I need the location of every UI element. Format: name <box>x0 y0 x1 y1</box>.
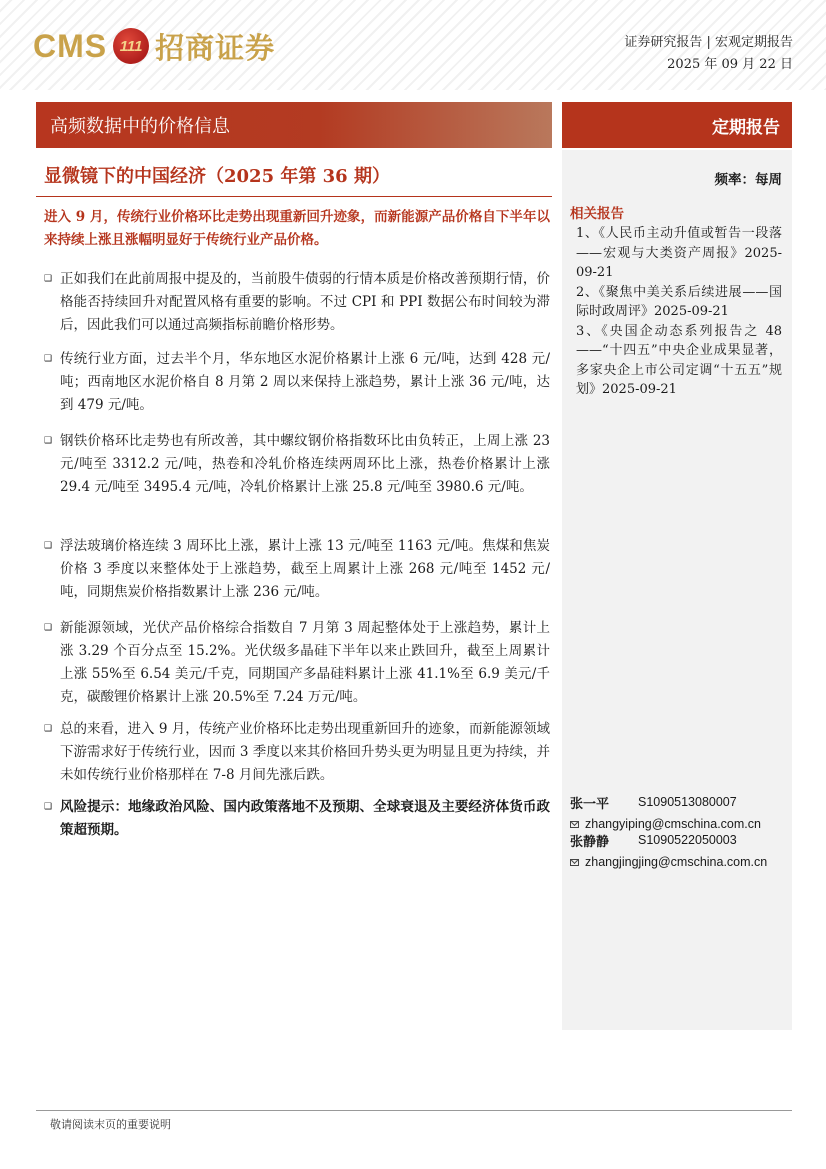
footer-note: 敬请阅读末页的重要说明 <box>50 1118 171 1131</box>
analyst-cert: S1090522050003 <box>638 833 737 847</box>
report-title: 显微镜下的中国经济（2025 年第 36 期） <box>44 166 390 187</box>
bullet-item <box>44 617 550 709</box>
bullet-text: 正如我们在此前周报中提及的，当前股牛债弱的行情本质是价格改善预期行情，价格能否持续回升对配置风格有重要的影响。不过 CPI 和 PPI 数据公布时间较为滞后，因此我们可以通过高频指标前瞻价格形势。 <box>60 271 550 333</box>
analyst-email[interactable]: zhangyiping@cmschina.com.cn <box>585 817 761 831</box>
bullet-text: 新能源领域，光伏产品价格综合指数自 7 月第 3 周起整体处于上涨趋势，累计上涨 3.29 个百分点至 15.2%。光伏级多晶硅下半年以来止跌回升，截至上周累计上涨 55%至 6.54 美元/千克，同期国产多晶硅料累计上涨 41.1%至 6.9 美元/千克，碳酸锂价格累计上涨 20.5%至 7.24 万元/吨。 <box>60 620 550 705</box>
analyst-email[interactable]: zhangjingjing@cmschina.com.cn <box>585 855 768 869</box>
bullet-item <box>44 535 550 604</box>
envelope-icon <box>570 859 579 866</box>
analyst-card <box>570 792 788 834</box>
category-bar <box>36 102 552 148</box>
report-kind: 证券研究报告 | 宏观定期报告 <box>624 35 793 50</box>
sidebar <box>562 150 792 1030</box>
bullet-text: 传统行业方面，过去半个月，华东地区水泥价格累计上涨 6 元/吨，达到 428 元/吨；西南地区水泥价格自 8 月第 2 周以来保持上涨趋势，累计上涨 36 元/吨，达到 479 元/吨。 <box>60 351 550 413</box>
frequency-label: 频率：每周 <box>714 172 782 188</box>
related-report-item: 2、《聚焦中美关系后续进展——国际时政周评》2025-09-21 <box>576 284 782 319</box>
bullet-item <box>44 718 550 787</box>
related-report-item: 1、《人民币主动升值或暂告一段落——宏观与大类资产周报》2025-09-21 <box>576 226 782 280</box>
checkbox-bullet-icon: ❑ <box>44 623 53 633</box>
bullet-text: 总的来看，进入 9 月，传统产业价格环比走势出现重新回升的迹象，而新能源领域下游需求好于传统行业，因而 3 季度以来其价格回升势头更为明显且更为持续，并未如传统行业价格那样在 7-8 月间先涨后跌。 <box>60 721 550 783</box>
checkbox-bullet-icon: ❑ <box>44 436 53 446</box>
logo-text-en: CMS <box>33 27 108 64</box>
checkbox-bullet-icon: ❑ <box>44 274 53 284</box>
title-divider <box>36 196 552 197</box>
footer-divider <box>36 1110 792 1111</box>
related-reports-title: 相关报告 <box>570 206 624 222</box>
checkbox-bullet-icon: ❑ <box>44 541 53 551</box>
checkbox-bullet-icon: ❑ <box>44 802 53 812</box>
company-logo <box>33 24 275 68</box>
bullet-text: 钢铁价格环比走势也有所改善，其中螺纹钢价格指数环比由负转正，上周上涨 23 元/吨至 3312.2 元/吨，热卷和冷轧价格连续两周环比上涨，热卷价格累计上涨 29.4 元/吨至 3495.4 元/吨，冷轧价格累计上涨 25.8 元/吨至 3980.6 元/吨。 <box>60 433 550 495</box>
related-reports-list <box>576 224 782 400</box>
report-type-label: 定期报告 <box>712 117 780 138</box>
analyst-cert: S1090513080007 <box>638 795 737 809</box>
report-date: 2025 年 09 月 22 日 <box>667 57 793 72</box>
summary-paragraph: 进入 9 月，传统行业价格环比走势出现重新回升迹象，而新能源产品价格自下半年以来持续上涨且涨幅明显好于传统行业产品价格。 <box>44 209 550 248</box>
analyst-name: 张一平 <box>570 796 610 812</box>
envelope-icon <box>570 821 579 828</box>
checkbox-bullet-icon: ❑ <box>44 354 53 364</box>
bullet-text: 浮法玻璃价格连续 3 周环比上涨，累计上涨 13 元/吨至 1163 元/吨。焦煤和焦炭价格 3 季度以来整体处于上涨趋势，截至上周累计上涨 268 元/吨至 1452 元/吨，同期焦炭价格指数累计上涨 236 元/吨。 <box>60 538 550 600</box>
bullet-item <box>44 430 550 499</box>
category-label: 高频数据中的价格信息 <box>50 116 230 137</box>
related-report-item: 3、《央国企动态系列报告之 48——“十四五”中央企业成果显著，多家央企上市公司定调“十五五”规划》2025-09-21 <box>576 323 782 397</box>
logo-seal-icon: 111 <box>113 28 149 64</box>
checkbox-bullet-icon: ❑ <box>44 724 53 734</box>
analyst-name: 张静静 <box>570 834 610 850</box>
bullet-item <box>44 268 550 337</box>
logo-text-cn: 招商证券 <box>155 30 276 65</box>
report-type-bar <box>562 102 792 148</box>
risk-text: 风险提示：地缘政治风险、国内政策落地不及预期、全球衰退及主要经济体货币政策超预期。 <box>60 799 550 838</box>
risk-warning <box>44 796 550 842</box>
analyst-card <box>570 830 788 872</box>
header-meta <box>624 32 793 76</box>
bullet-item <box>44 348 550 417</box>
